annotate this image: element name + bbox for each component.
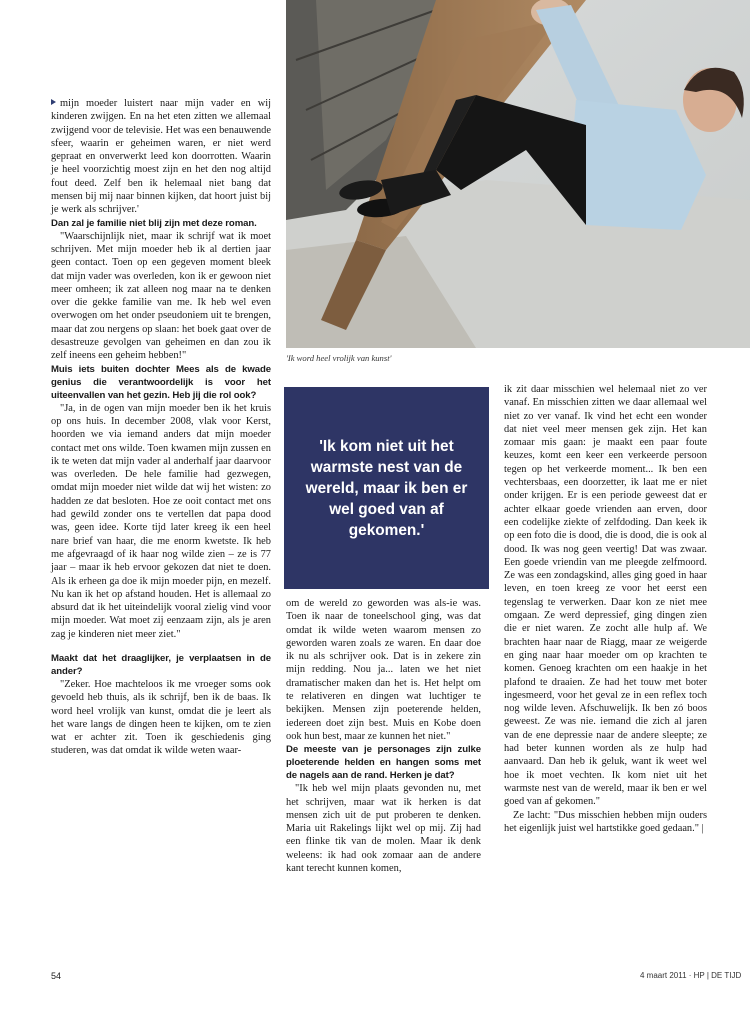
interview-question: De meeste van je personages zijn zulke ploeterende helden en hangen soms met de nagels aan de rand. Herken je dat? bbox=[286, 744, 481, 782]
paragraph: "Ja, in de ogen van mijn moeder ben ik het kruis op ons huis. In december 2008, vlak voor Kerst, hoorden we via iemand anders dat mijn moeder contact met ons wilde. Toen kwamen mijn zussen en ik te weten dat mijn vader al anderhalf jaar daarvoor was overleden. De hele familie had gezwegen, omdat mijn moeder niet wilde dat wij het wisten: zo hadden ze dat besloten. Hoe ze ooit contact met ons had gewild zonder ons te vertellen dat papa dood was, geen idee. Korte tijd later kreeg ik een heel nare brief van haar, die me enorm kwetste. Ik heb me afgevraagd of ik haar nog wilde zien – ze is 77 jaar – maar ik heb ervoor gekozen dat niet te doen. Als ik erheen ga doe ik mijn moeder pijn, en mezelf. Nu kan ik het op afstand houden. Het is allemaal zo absurd dat ik het uiteindelijk vooral zielig vind voor mijn moeder. Wat moet zij eenzaam zijn, als je aren zag je kinderen niet meer ziet." bbox=[51, 402, 271, 640]
paragraph: "Ik heb wel mijn plaats gevonden nu, met het schrijven, maar wat ik herken is dat mensen zich uit de put proberen te denken. Maria uit Rakelings lijkt wel op mij. Zij had een flinke tik van de molen. Maar ik denk weleens: ik had ook zomaar aan de andere kant terecht kunnen komen, bbox=[286, 783, 481, 875]
page-footer: 4 maart 2011 · HP | DE TIJD bbox=[640, 971, 742, 980]
interview-question: Dan zal je familie niet blij zijn met deze roman. bbox=[51, 217, 257, 229]
interview-question: Muis iets buiten dochter Mees als de kwade genius die verantwoordelijk is voor het uiteenvallen van het gezin. Heb jij die rol ook? bbox=[51, 363, 271, 401]
article-photo bbox=[286, 0, 750, 348]
article-column-1 bbox=[51, 97, 271, 758]
article-column-2 bbox=[286, 597, 481, 875]
paragraph: "Zeker. Hoe machteloos ik me vroeger soms ook gevoeld heb thuis, als ik schrijf, ben ik de baas. Ik word heel vrolijk van kunst, omdat die je leert als het ware langs de dingen heen te kijken, om te zien wat er achter zit. Toen ik geschiedenis ging studeren, was dat omdat ik wilde weten waar- bbox=[51, 678, 271, 757]
paragraph: Ze lacht: "Dus misschien hebben mijn ouders het eigenlijk juist wel hartstikke goed gedaan." | bbox=[504, 809, 707, 834]
pull-quote-box bbox=[284, 387, 489, 589]
paragraph bbox=[51, 97, 271, 217]
interview-question: Maakt dat het draaglijker, je verplaatsen in de ander? bbox=[51, 652, 271, 677]
paragraph: om de wereld zo geworden was als-ie was. Toen ik naar de toneelschool ging, was dat omdat ik wilde weten waarom mensen zo geworden waren zoals ze waren. En daar doe ik nu als schrijver ook. Dat is in zekere zin mijn redding. Nou ja... laten we het niet dramatischer maken dan het is. Het helpt om te relativeren en dingen wat luchtiger te bekijken. Mensen zijn poeterende helden, iedereen doet zijn best. Muis en Kobe doen ook hun best, maar ze kunnen het niet." bbox=[286, 598, 481, 742]
article-column-3 bbox=[504, 383, 707, 835]
page-number: 54 bbox=[51, 971, 62, 981]
continue-arrow-icon bbox=[51, 99, 56, 105]
pull-quote-text: 'Ik kom niet uit het warmste nest van de wereld, maar ik ben er wel goed van af gekomen.' bbox=[305, 437, 468, 539]
paragraph: "Waarschijnlijk niet, maar ik schrijf wat ik moet schrijven. Met mijn moeder heb ik al dertien jaar geen contact. Toen op een gegeven moment bleek dat mijn vader was overleden, kon ik er gewoon niet meer omheen; ik zat alleen nog maar na te denken over die gekke familie van me. Ik heb wel even overwogen om het onder pseudoniem uit te brengen, maar dat zou nergens op slaan: het boek gaat over de desastreuze gevolgen van geheimen en dan zou ik zelf ineens een geheim hebben!" bbox=[51, 230, 271, 362]
photo-illustration bbox=[286, 0, 750, 348]
paragraph-text: mijn moeder luistert naar mijn vader en wij kinderen zwijgen. En na het eten zitten we allemaal zwijgend voor de televisie. Het was een benauwende sfeer, waarin er geheimen waren, er niet werd gepraat en onverwerkt leed kon doorrotten. Waarin je heel voorzichtig moest zijn en het den nog altijd fout deed. Zelf ben ik helemaal niet bang dat mensen bij mij naar binnen kijken, dat hoort juist bij je werk als schrijver.' bbox=[51, 98, 271, 216]
photo-caption: 'Ik word heel vrolijk van kunst' bbox=[286, 353, 392, 363]
paragraph: ik zit daar misschien wel helemaal niet zo ver vanaf. En misschien zitten we daar allemaal wel niet zo ver vanaf. Ik vind het echt een wonder dat niet veel meer mensen gek zijn. Het kan zomaar mis gaan: je maakt een paar foute keuzes, komt een keer een verkeerde persoon tegen op het verkeerde moment... Ik ben een vechtersbaas, een doorzetter, ik laat me er niet onder krijgen. Er is een periode geweest dat er achter elkaar goede vrienden aan erven, door een codelijke ziekte of zelfdoding. Dan keek ik op een foto die is dood, die is dood, die is ook al dood. Ik was nog geen veertig! Dat was zwaar. Een goede vriendin van me pleegde zelfmoord. Ze was een zondagskind, alles ging goed in haar leven, en toen kreeg ze voor het eerst een tegenslag te verwerken. Daar kon ze niet mee omgaan. Ze werd depressief, ging dingen zien die er niet waren. Ze zocht alle hulp af. We brachten haar naar de Riagg, maar ze weigerde en ging naar haar moeder om op krachten te komen. Genoeg krachten om een haakje in het plafond te draaien. Ze had het touw met boter ingesmeerd, voor het geval ze in een reflex toch nog wilde leven. Afschuwelijk. Ik ben zó boos geweest. Ze was nie. iemand die zich al jaren van de ene depressie naar de andere sleepte; ze had beter kunnen worden als ze hulp had aanvaard. Dan heb ik geluk, want ik weet wel hoe ik moet vechten. Ik kom niet uit het warmste nest van de wereld, maar ik ben er wel goed van af gekomen." bbox=[504, 384, 707, 808]
